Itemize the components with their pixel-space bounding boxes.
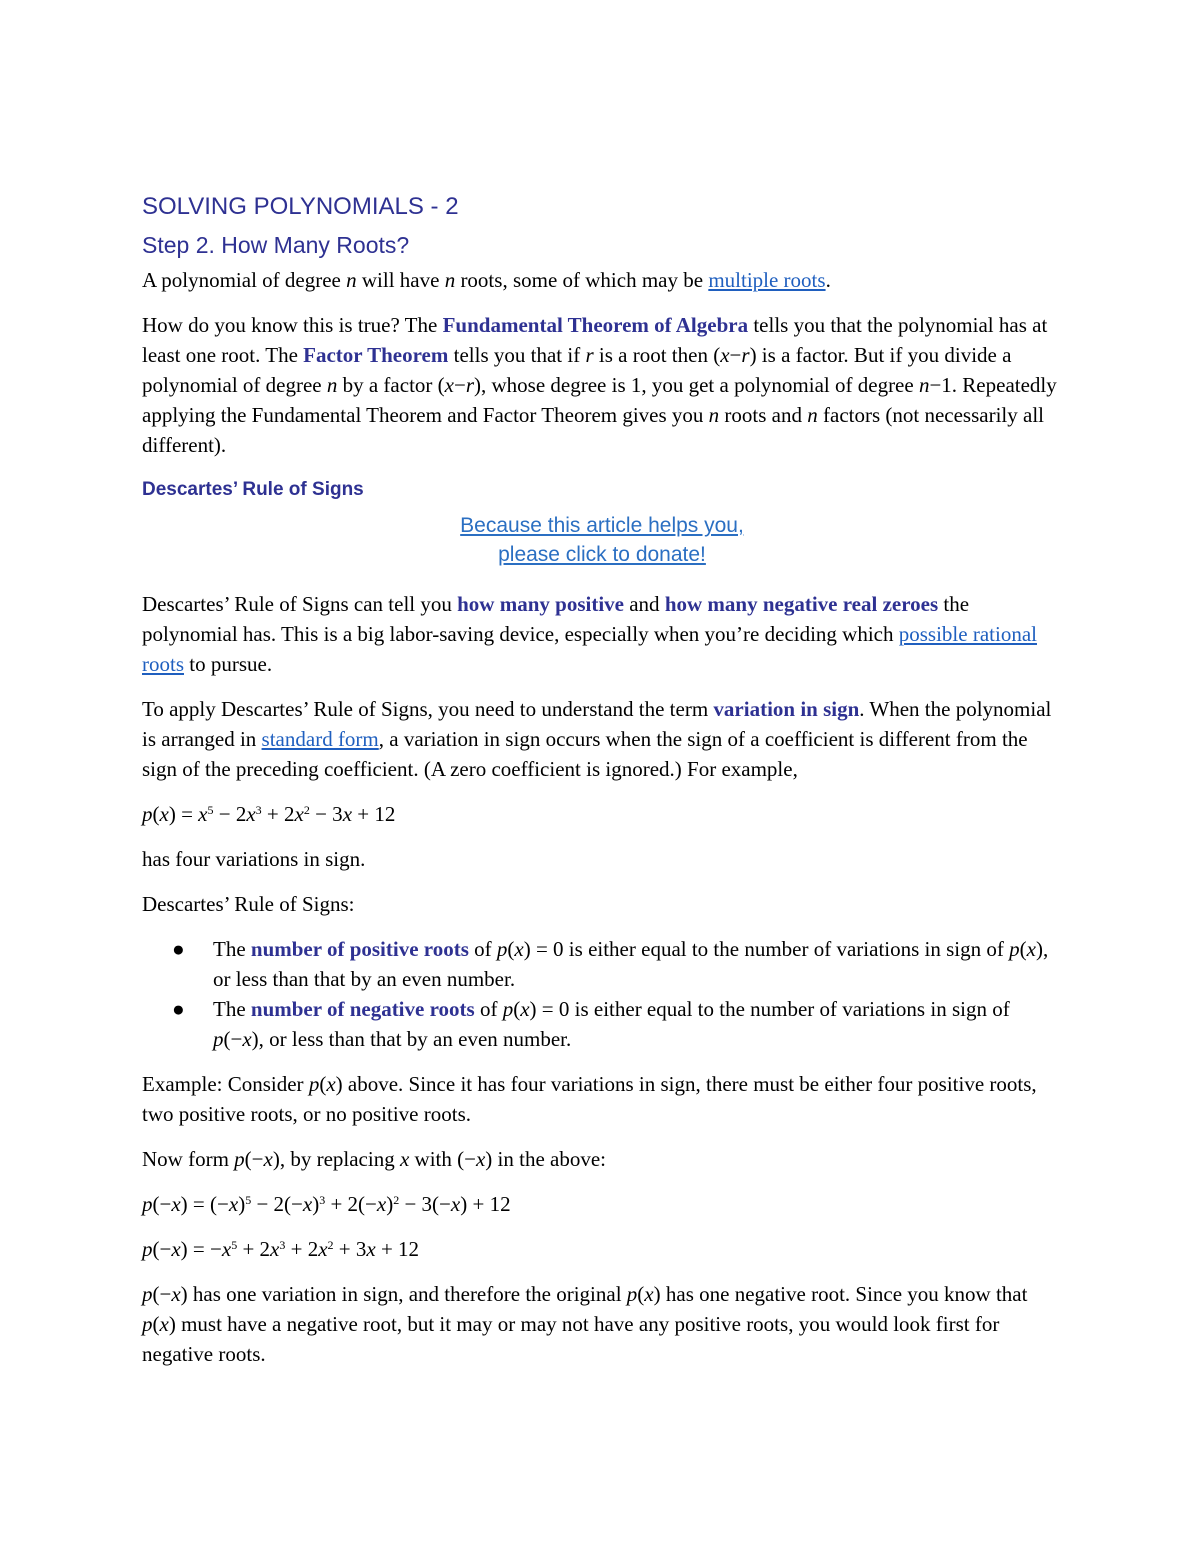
negative-roots-term: number of negative roots [250,997,475,1021]
rule-label: Descartes’ Rule of Signs: [142,892,355,916]
bullet-icon: ● [172,937,185,961]
fundamental-theorem-term: Fundamental Theorem of Algebra [442,313,749,337]
possible-rational-roots-link[interactable]: possible rational roots [142,622,1037,676]
equation-p-of-x: $p(x) = x^5 - 2x^3 + 2x^2 - 3x + 12$ [142,802,396,826]
rule-negative-roots: ● The number of negative roots of p(x) = 0 is either equal to the number of variations in sign of p(−x), or less than that by an even number. [142,994,1062,1054]
rules-list [142,934,1062,1054]
page-title: SOLVING POLYNOMIALS - 2 [142,193,459,220]
now-form-paragraph: Now form p(−x), by replacing x with (−x) in the above: [142,1147,606,1171]
factor-theorem-term: Factor Theorem [303,343,449,367]
example-paragraph: Example: Consider p(x) above. Since it has four variations in sign, there must be either four positive roots, two positive roots, or no positive roots. [142,1072,1037,1126]
positive-count-term: how many positive [457,592,624,616]
bullet-icon: ● [172,997,185,1021]
donate-block [142,511,1062,569]
positive-roots-term: number of positive roots [250,937,469,961]
standard-form-link[interactable]: standard form [261,727,379,751]
equation-p-of-neg-x-expanded: $p(-x) = (-x)^5 - 2(-x)^3 + 2(-x)^2 - 3(-x) + 12$ [142,1192,511,1216]
variation-in-sign-term: variation in sign [713,697,860,721]
four-variations-text: has four variations in sign. [142,847,366,871]
rule-positive-roots: ● The number of positive roots of p(x) = 0 is either equal to the number of variations in sign of p(x), or less than that by an even number. [142,934,1062,994]
theorem-paragraph: How do you know this is true? The Fundamental Theorem of Algebra tells you that the polynomial has at least one root. The Factor Theorem tells you that if r is a root then (x−r) is a factor. But if you divide a polynomial of degree n by a factor (x−r), whose degree is 1, you get a polynomial of degree n−1. Repeatedly applying the Fundamental Theorem and Factor Theorem gives you n roots and n factors (not necessarily all different). [142,313,1057,457]
donate-link-line2[interactable]: please click to donate! [498,543,706,566]
descartes-intro-paragraph: Descartes’ Rule of Signs can tell you how many positive and how many negative real zeroes the polynomial has. This is a big labor-saving device, especially when you’re deciding which possible rational roots to pursue. [142,592,1037,676]
variation-paragraph: To apply Descartes’ Rule of Signs, you need to understand the term variation in sign. When the polynomial is arranged in standard form, a variation in sign occurs when the sign of a coefficient is different from the sign of the preceding coefficient. (A zero coefficient is ignored.) For example, [142,697,1052,781]
descartes-heading: Descartes’ Rule of Signs [142,479,364,500]
document-content [142,190,1062,1384]
step-heading: Step 2. How Many Roots? [142,232,410,258]
conclusion-paragraph: p(−x) has one variation in sign, and therefore the original p(x) has one negative root. Since you know that p(x) must have a negative root, but it may or may not have any positive roots, you would look first for negative roots. [142,1282,1028,1366]
multiple-roots-link[interactable]: multiple roots [708,268,826,292]
negative-count-term: how many negative real zeroes [664,592,939,616]
intro-paragraph: A polynomial of degree n will have n roots, some of which may be multiple roots. [142,268,831,292]
donate-link-line1[interactable]: Because this article helps you, [460,514,744,537]
equation-p-of-neg-x-simplified: $p(-x) = -x^5 + 2x^3 + 2x^2 + 3x + 12$ [142,1237,420,1261]
